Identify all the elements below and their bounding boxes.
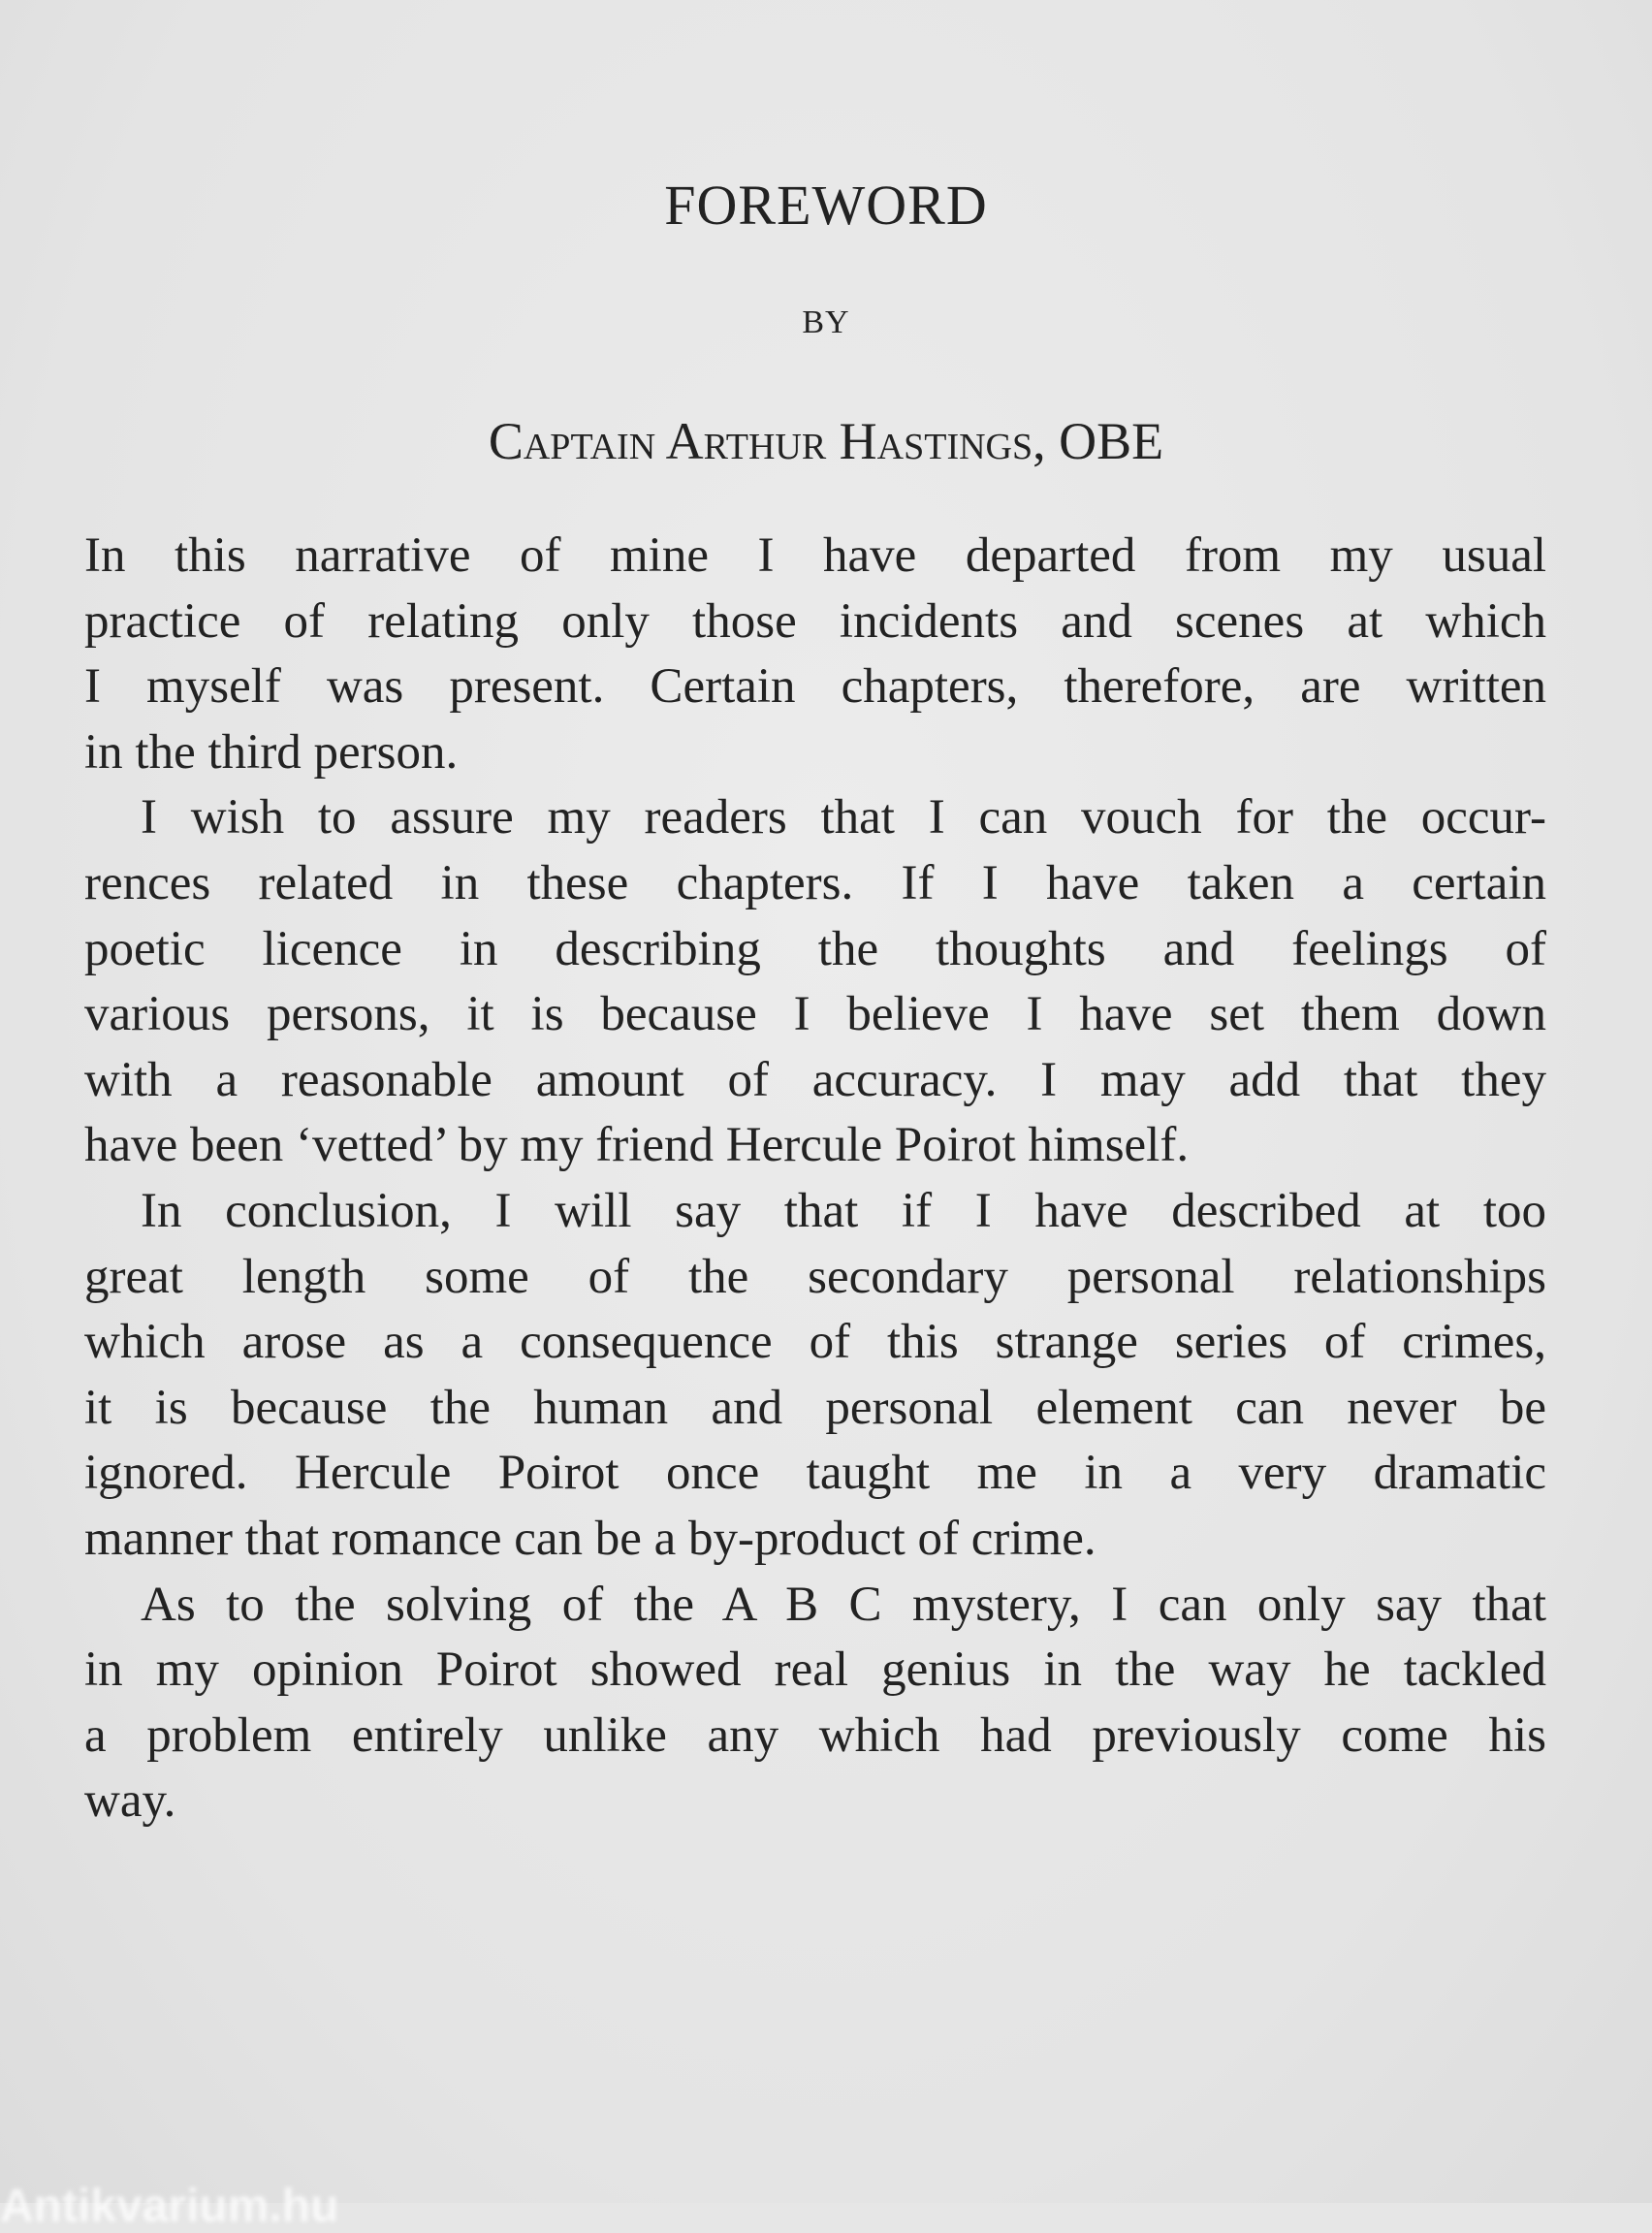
text-line: In this narrative of mine I have departed from my usual [84, 528, 1546, 583]
text-line: I wish to assure my readers that I can vouch for the occur- [141, 790, 1546, 845]
text-line: it is because the human and personal element can never be [84, 1380, 1546, 1435]
text-line: rences related in these chapters. If I have taken a certain [84, 855, 1546, 910]
text-line: As to the solving of the A B C mystery, I can only say that [141, 1577, 1546, 1632]
by-line: BY [802, 304, 850, 340]
foreword-title: FOREWORD [664, 174, 988, 237]
text-line: practice of relating only those incidents and scenes at which [84, 593, 1546, 649]
text-line: which arose as a consequence of this strange series of crimes, [84, 1315, 1546, 1370]
text-line: manner that romance can be a by-product of crime. [84, 1511, 1096, 1566]
author-line: Captain Arthur Hastings, OBE [488, 412, 1164, 470]
text-line: great length some of the secondary personal relationships [84, 1249, 1546, 1304]
text-line: in my opinion Poirot showed real genius in the way he tackled [84, 1643, 1546, 1698]
text-line: with a reasonable amount of accuracy. I may add that they [84, 1052, 1546, 1107]
text-line: have been ‘vetted’ by my friend Hercule Poirot himself. [84, 1118, 1190, 1173]
text-line: various persons, it is because I believe I have set them down [84, 987, 1546, 1042]
text-line: in the third person. [84, 724, 459, 780]
foreword-body [84, 524, 1546, 1834]
text-line: a problem entirely unlike any which had previously come his [84, 1707, 1546, 1763]
text-line: In conclusion, I will say that if I have described at too [141, 1183, 1546, 1238]
watermark: Antikvarium.hu [0, 2181, 339, 2232]
text-line: I myself was present. Certain chapters, therefore, are written [84, 659, 1546, 715]
text-line: poetic licence in describing the thoughts and feelings of [84, 921, 1546, 976]
text-line: ignored. Hercule Poirot once taught me in a very dramatic [84, 1446, 1546, 1501]
text-line: way. [84, 1773, 176, 1829]
